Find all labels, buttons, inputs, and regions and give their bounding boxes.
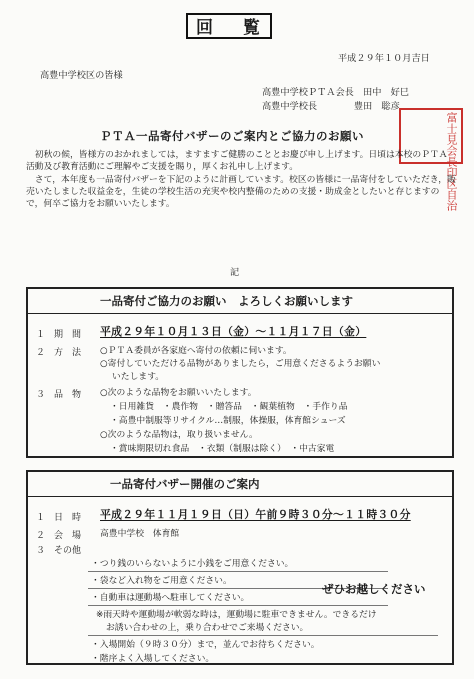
items-label: ３ 品 物 <box>36 390 82 400</box>
intro-paragraph-2: さて，本年度も一品寄付バザーを下記のように計画しています。校区の皆様に一品寄付をしていただき，販売いたしました収益金を，生徒の学校生活の充実や校内整備のための支援・助成金としたいと存じますので，何卒ご協力をお願いいたします。 <box>26 174 456 210</box>
items-line-2: ・日用雑貨 ・農作物 ・贈答品 ・観葉植物 ・手作り品 <box>110 402 348 412</box>
callout-please-come: ぜひお越しください <box>322 582 426 596</box>
circulation-badge: 回 覧 <box>186 13 272 39</box>
method-line-1: ○ＰＴＡ委員が各家庭へ寄付の依頼に伺います。 <box>100 346 292 356</box>
note-7: ・階序よく入場してください。 <box>91 654 215 664</box>
note-3: ・自動車は運動場へ駐車してください。 <box>91 593 250 603</box>
note-2: ・袋など入れ物をご用意ください。 <box>91 576 232 586</box>
items-line-5: ・賞味期限切れ食品 ・衣類（制服は除く） ・中古家電 <box>110 444 335 454</box>
bazaar-info-title: 一品寄付バザー開催のご案内 <box>110 477 260 491</box>
red-seal-stamp: 富士見会長印区自治 <box>399 108 463 164</box>
method-line-2: ○寄付していただける品物がありましたら，ご用意くださるようお願い <box>100 359 381 369</box>
venue-label: ２ 会 場 <box>36 531 82 541</box>
sender-pta-president: 高豊中学校ＰＴＡ会長 田中 好巳 <box>262 87 409 98</box>
ki-heading: 記 <box>230 267 240 278</box>
event-date-value: 平成２９年１１月１９日（日）午前９時３０分～１１時３０分 <box>100 508 411 521</box>
items-line-4: ○次のような品物は，取り扱いません。 <box>100 430 258 440</box>
note-4: ※雨天時や運動場が軟弱な時は，運動場に駐車できません。できるだけ <box>96 610 377 620</box>
intro-paragraph-1: 初秋の候，皆様方のおかれましては，ますますご健勝のこととお慶び申し上げます。日頃は本校のＰＴＡ活動及び教育活動にご理解やご支援を賜り，厚くお礼申し上げます。 <box>26 150 448 173</box>
note-6: ・入場開始（９時３０分）まで，並んでお待ちください。 <box>91 640 320 650</box>
intro-text <box>26 149 456 210</box>
venue-value: 高豊中学校 体育館 <box>100 529 180 539</box>
period-label: １ 期 間 <box>36 330 82 340</box>
note-5: お誘い合わせの上，乗り合わせでご来場ください。 <box>106 623 309 633</box>
document-title: ＰＴＡ一品寄付バザーのご案内とご協力のお願い <box>100 129 364 143</box>
recipient: 高豊中学校区の皆様 <box>40 70 123 81</box>
items-line-1: ○次のような品物をお願いいたします。 <box>100 388 257 398</box>
donation-request-title: 一品寄付ご協力のお願い よろしくお願いします <box>100 294 353 308</box>
method-label: ２ 方 法 <box>36 348 82 358</box>
issue-date: 平成２９年１０月吉日 <box>338 53 430 64</box>
period-value: 平成２９年１０月１３日（金）～１１月１７日（金） <box>100 325 367 338</box>
sender-principal: 高豊中学校長 豊田 聡彦 <box>262 101 400 112</box>
event-date-label: １ 日 時 <box>36 513 82 523</box>
method-line-3: いたします。 <box>112 372 165 382</box>
other-label: ３ その他 <box>36 546 82 556</box>
items-line-3: ・高豊中制服等リサイクル…制服，体操服，体育館シューズ <box>110 416 346 426</box>
note-1: ・つり銭のいらないように小銭をご用意ください。 <box>91 559 294 569</box>
